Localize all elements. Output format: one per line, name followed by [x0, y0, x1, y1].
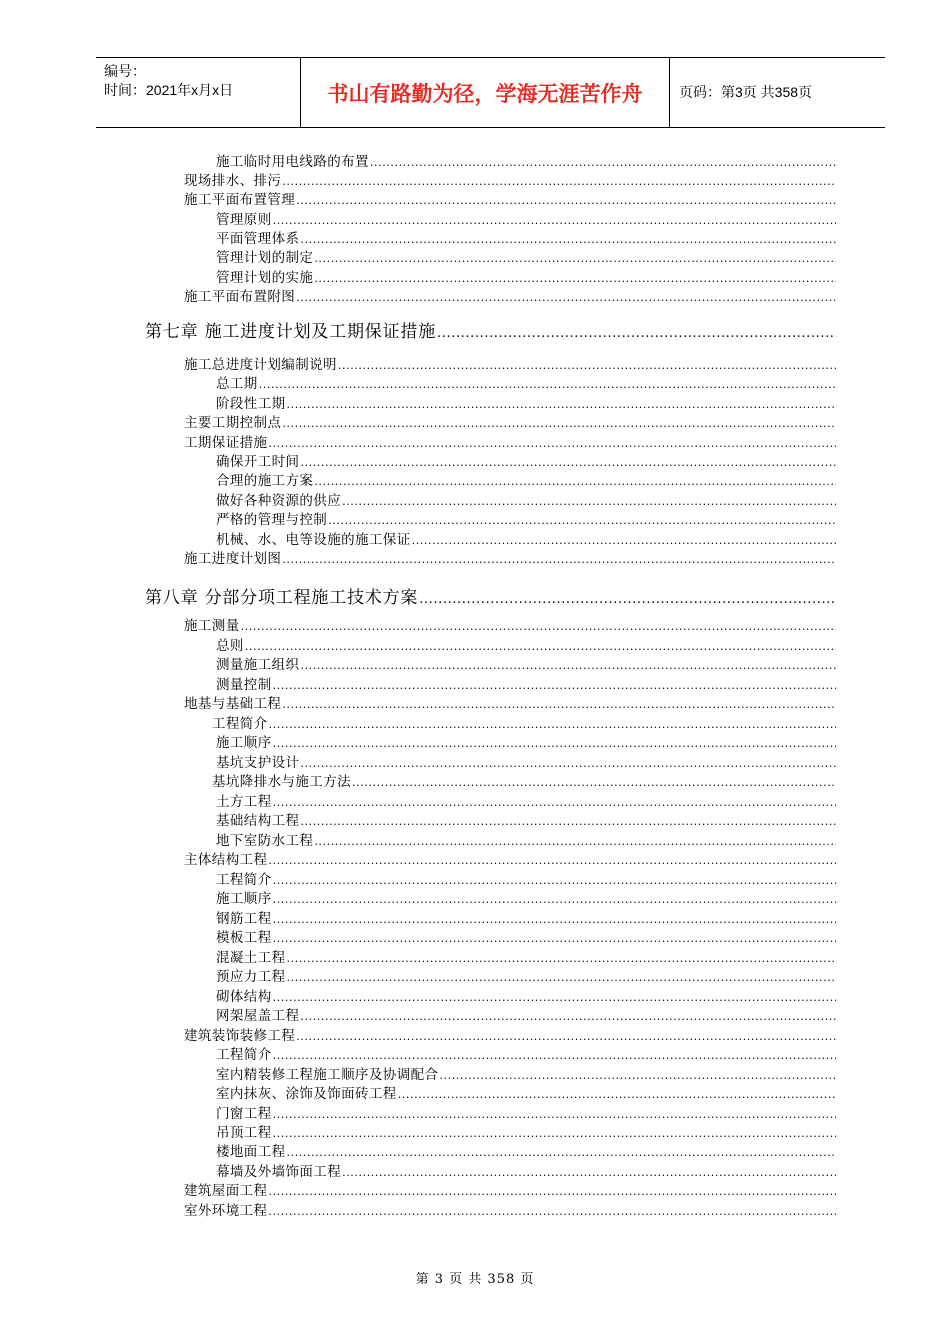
toc-entry-title: 现场排水、排污 [184, 173, 282, 189]
toc-entry[interactable] [184, 169, 836, 189]
toc-entry-title: 施工平面布置管理 [184, 192, 296, 208]
toc-entry-title: 主体结构工程 [184, 852, 268, 868]
toc-dot-leader [287, 1146, 837, 1159]
toc-dot-leader [342, 1166, 836, 1179]
toc-entry-title: 门窗工程 [216, 1106, 272, 1122]
toc-dot-leader [439, 1069, 836, 1082]
toc-entry[interactable] [184, 692, 836, 712]
toc-chapter-entry[interactable] [145, 317, 836, 342]
header-motto: 书山有路勤为径，学海无涯苦作舟 [327, 82, 643, 106]
toc-entry-title: 确保开工时间 [216, 454, 300, 470]
toc-entry-title: 混凝土工程 [216, 950, 286, 966]
toc-dot-leader [273, 874, 836, 887]
toc-entry-title: 预应力工程 [216, 969, 286, 985]
toc-entry[interactable] [184, 411, 836, 431]
toc-entry-title: 管理计划的实施 [216, 270, 314, 286]
toc-dot-leader [273, 214, 836, 227]
toc-entry[interactable] [216, 489, 836, 509]
toc-entry-title: 砌体结构 [216, 989, 272, 1005]
toc-dot-leader [268, 1185, 836, 1198]
toc-entry-title: 管理原则 [216, 212, 272, 228]
toc-dot-leader [296, 1030, 836, 1043]
toc-dot-leader [273, 913, 836, 926]
toc-entry[interactable] [216, 1140, 836, 1160]
toc-dot-leader [287, 952, 837, 965]
toc-entry-title: 建筑屋面工程 [184, 1183, 268, 1199]
toc-entry-title: 施工平面布置附图 [184, 289, 296, 305]
toc-entry[interactable] [184, 848, 836, 868]
toc-dot-leader [282, 175, 836, 188]
toc-dot-leader [370, 156, 836, 169]
toc-dot-leader [300, 233, 836, 246]
toc-entry-title: 基础结构工程 [216, 813, 300, 829]
toc-entry[interactable] [216, 809, 836, 829]
toc-entry[interactable] [184, 1179, 836, 1199]
toc-dot-leader [273, 796, 836, 809]
toc-entry[interactable] [216, 673, 836, 693]
toc-dot-leader [287, 398, 837, 411]
toc-dot-leader [282, 698, 836, 711]
toc-entry[interactable] [216, 372, 836, 392]
toc-dot-leader [268, 437, 836, 450]
toc-entry-title: 管理计划的制定 [216, 250, 314, 266]
toc-entry-title: 室外环境工程 [184, 1203, 268, 1219]
toc-entry[interactable] [216, 392, 836, 412]
toc-entry-title: 机械、水、电等设施的施工保证 [216, 532, 411, 548]
toc-entry[interactable] [216, 528, 836, 548]
toc-entry[interactable] [216, 868, 836, 888]
toc-dot-leader [241, 620, 836, 633]
toc-entry-title: 建筑装饰装修工程 [184, 1028, 296, 1044]
toc-entry-title: 施工测量 [184, 618, 240, 634]
toc-dot-leader [273, 737, 836, 750]
toc-entry[interactable] [184, 188, 836, 208]
toc-entry-title: 幕墙及外墙饰面工程 [216, 1164, 342, 1180]
toc-dot-leader [259, 378, 836, 391]
toc-entry[interactable] [184, 614, 836, 634]
toc-entry-title: 模板工程 [216, 930, 272, 946]
toc-entry-title: 平面管理体系 [216, 231, 300, 247]
toc-dot-leader [245, 640, 836, 653]
toc-dot-leader [273, 991, 836, 1004]
toc-entry[interactable] [216, 731, 836, 751]
toc-entry-title: 严格的管理与控制 [216, 512, 328, 528]
toc-entry-title: 第七章 施工进度计划及工期保证措施 [145, 322, 437, 342]
toc-entry[interactable] [216, 227, 836, 247]
toc-dot-leader [300, 659, 836, 672]
toc-entry[interactable] [216, 1004, 836, 1024]
toc-entry-title: 测量施工组织 [216, 657, 300, 673]
toc-dot-leader [287, 971, 837, 984]
toc-dot-leader [398, 1088, 836, 1101]
toc-dot-leader [296, 291, 836, 304]
toc-dot-leader [314, 272, 836, 285]
toc-entry-title: 施工顺序 [216, 735, 272, 751]
toc-dot-leader [314, 252, 836, 265]
toc-entry[interactable] [216, 450, 836, 470]
toc-entry-title: 施工总进度计划编制说明 [184, 357, 337, 373]
toc-entry-title: 工期保证措施 [184, 435, 268, 451]
toc-entry-title: 第八章 分部分项工程施工技术方案 [145, 588, 419, 608]
toc-entry-title: 楼地面工程 [216, 1144, 286, 1160]
toc-entry[interactable] [216, 508, 836, 528]
toc-entry-title: 地下室防水工程 [216, 833, 314, 849]
toc-entry-title: 总工期 [216, 376, 258, 392]
toc-entry[interactable] [184, 1199, 836, 1219]
toc-dot-leader [268, 1205, 836, 1218]
toc-entry[interactable] [216, 829, 836, 849]
toc-entry[interactable] [216, 985, 836, 1005]
toc-entry[interactable] [216, 150, 836, 170]
toc-entry-title: 吊顶工程 [216, 1125, 272, 1141]
document-number-label: 编号： [104, 63, 146, 79]
toc-entry[interactable] [216, 1102, 836, 1122]
toc-dot-leader [300, 757, 836, 770]
toc-entry[interactable] [216, 1121, 836, 1141]
toc-entry-title: 做好各种资源的供应 [216, 493, 342, 509]
toc-dot-leader [296, 194, 836, 207]
toc-dot-leader [437, 326, 836, 341]
toc-entry[interactable] [216, 751, 836, 771]
toc-entry-title: 阶段性工期 [216, 396, 286, 412]
toc-entry[interactable] [216, 946, 836, 966]
toc-entry[interactable] [216, 469, 836, 489]
toc-entry-title: 网架屋盖工程 [216, 1008, 300, 1024]
toc-entry[interactable] [184, 1024, 836, 1044]
toc-entry[interactable] [212, 770, 836, 790]
toc-dot-leader [328, 514, 836, 527]
toc-entry-title: 工程简介 [212, 716, 268, 732]
document-time-label: 时间：2021年x月x日 [104, 82, 234, 98]
toc-entry[interactable] [216, 1082, 836, 1102]
toc-entry[interactable] [184, 353, 836, 373]
toc-dot-leader [282, 553, 836, 566]
toc-entry[interactable] [184, 547, 836, 567]
toc-dot-leader [273, 932, 836, 945]
toc-entry-title: 基坑降排水与施工方法 [212, 774, 351, 790]
toc-entry[interactable] [216, 887, 836, 907]
toc-dot-leader [338, 359, 836, 372]
toc-entry-title: 钢筋工程 [216, 911, 272, 927]
toc-entry[interactable] [216, 266, 836, 286]
toc-dot-leader [342, 495, 836, 508]
toc-entry[interactable] [216, 926, 836, 946]
toc-entry-title: 主要工期控制点 [184, 415, 282, 431]
toc-entry[interactable] [216, 965, 836, 985]
toc-entry[interactable] [216, 790, 836, 810]
page-footer: 第 3 页 共 358 页 [415, 1272, 535, 1287]
toc-dot-leader [269, 718, 836, 731]
toc-dot-leader [273, 1108, 836, 1121]
toc-chapter-entry[interactable] [145, 583, 836, 608]
toc-dot-leader [352, 776, 836, 789]
toc-entry[interactable] [216, 246, 836, 266]
toc-entry-title: 室内精装修工程施工顺序及协调配合 [216, 1067, 439, 1083]
toc-entry-title: 施工顺序 [216, 891, 272, 907]
toc-dot-leader [314, 475, 836, 488]
toc-entry-title: 总则 [216, 638, 244, 654]
toc-entry-title: 土方工程 [216, 794, 272, 810]
toc-entry-title: 地基与基础工程 [184, 696, 282, 712]
toc-dot-leader [412, 534, 836, 547]
toc-entry[interactable] [216, 208, 836, 228]
toc-entry-title: 施工临时用电线路的布置 [216, 154, 369, 170]
toc-entry-title: 工程简介 [216, 1047, 272, 1063]
toc-dot-leader [300, 815, 836, 828]
toc-entry-title: 测量控制 [216, 677, 272, 693]
toc-dot-leader [300, 456, 836, 469]
toc-dot-leader [300, 1010, 836, 1023]
toc-entry[interactable] [216, 907, 836, 927]
toc-entry-title: 施工进度计划图 [184, 551, 282, 567]
toc-dot-leader [268, 854, 836, 867]
toc-entry[interactable] [184, 285, 836, 305]
toc-entry-title: 工程简介 [216, 872, 272, 888]
toc-entry-title: 室内抹灰、涂饰及饰面砖工程 [216, 1086, 397, 1102]
toc-entry-title: 合理的施工方案 [216, 473, 314, 489]
toc-dot-leader [273, 1127, 836, 1140]
toc-entry[interactable] [216, 1160, 836, 1180]
toc-entry[interactable] [212, 712, 836, 732]
toc-entry-title: 基坑支护设计 [216, 755, 300, 771]
toc-dot-leader [282, 417, 836, 430]
toc-entry[interactable] [216, 634, 836, 654]
toc-dot-leader [273, 1049, 836, 1062]
toc-entry[interactable] [216, 1063, 836, 1083]
header-page-info: 页码：第3页 共358页 [679, 84, 813, 100]
toc-dot-leader [273, 893, 836, 906]
toc-dot-leader [419, 592, 836, 607]
toc-entry[interactable] [216, 653, 836, 673]
toc-entry[interactable] [184, 431, 836, 451]
toc-entry[interactable] [216, 1043, 836, 1063]
toc-dot-leader [314, 835, 836, 848]
toc-dot-leader [273, 679, 836, 692]
